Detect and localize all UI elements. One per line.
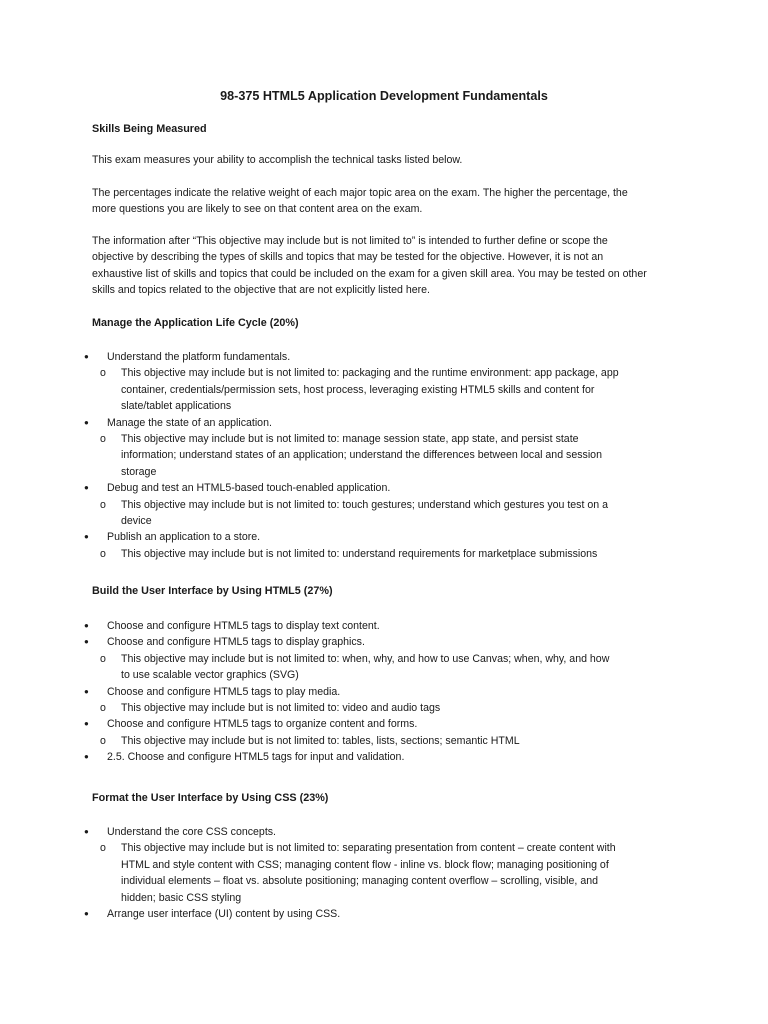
list-sub-item: o This objective may include but is not limited to: video and audio tags [0,700,621,716]
intro-paragraph-3: The information after “This objective may include but is not limited to” is intended to further define or scope the objective by describing the types of skills and topics that may be tested for the objective. However, it is not an exhaustive list of skills and topics that could be included on the exam for a given skill area. You may be tested on other skills and topics related to the objective that are not explicitly listed here. [92,235,647,297]
list-item: ● Understand the core CSS concepts. [0,824,647,840]
list-item: ● Understand the platform fundamentals. [0,349,647,365]
section-list-life-cycle [0,349,768,562]
list-item: ● Arrange user interface (UI) content by using CSS. [0,906,647,922]
list-item: ● Choose and configure HTML5 tags to play media. [0,684,647,700]
list-item: ● Debug and test an HTML5-based touch-enabled application. [0,480,647,496]
list-item: ● Publish an application to a store. [0,529,647,545]
list-sub-item: o This objective may include but is not limited to: manage session state, app state, and persist state information; understand states of an application; understand the differences between local and session storage [0,431,621,480]
section-heading-life-cycle: Manage the Application Life Cycle (20%) [92,317,299,329]
section-list-html5 [0,618,768,766]
section-heading-css: Format the User Interface by Using CSS (23%) [92,792,329,804]
section-heading-html5: Build the User Interface by Using HTML5 (27%) [92,585,333,597]
list-sub-item: o This objective may include but is not limited to: separating presentation from content – create content with HTML and style content with CSS; managing content flow - inline vs. block flow; managing positioning of individual elements – float vs. absolute positioning; managing content overflow – scrolling, visible, and hidden; basic CSS styling [0,840,621,906]
list-item: ● Choose and configure HTML5 tags to display graphics. [0,634,647,650]
skills-heading: Skills Being Measured [92,123,207,135]
list-sub-item: o This objective may include but is not limited to: touch gestures; understand which gestures you test on a device [0,497,621,530]
list-item: ● 2.5. Choose and configure HTML5 tags for input and validation. [0,749,647,765]
list-sub-item: o This objective may include but is not limited to: understand requirements for marketplace submissions [0,546,621,562]
list-sub-item: o This objective may include but is not limited to: when, why, and how to use Canvas; when, why, and how to use scalable vector graphics (SVG) [0,651,621,684]
list-item: ● Choose and configure HTML5 tags to display text content. [0,618,647,634]
list-sub-item: o This objective may include but is not limited to: packaging and the runtime environment: app package, app container, credentials/permission sets, host process, leveraging existing HTML5 skills and content for slate/tablet applications [0,365,621,414]
list-sub-item: o This objective may include but is not limited to: tables, lists, sections; semantic HTML [0,733,621,749]
intro-paragraph-2: The percentages indicate the relative weight of each major topic area on the exam. The higher the percentage, the more questions you are likely to see on that content area on the exam. [92,187,628,216]
intro-paragraph-1: This exam measures your ability to accomplish the technical tasks listed below. [92,154,463,166]
list-item: ● Choose and configure HTML5 tags to organize content and forms. [0,716,647,732]
document-title: 98-375 HTML5 Application Development Fundamentals [220,89,548,103]
list-item: ● Manage the state of an application. [0,415,647,431]
section-list-css [0,824,768,922]
